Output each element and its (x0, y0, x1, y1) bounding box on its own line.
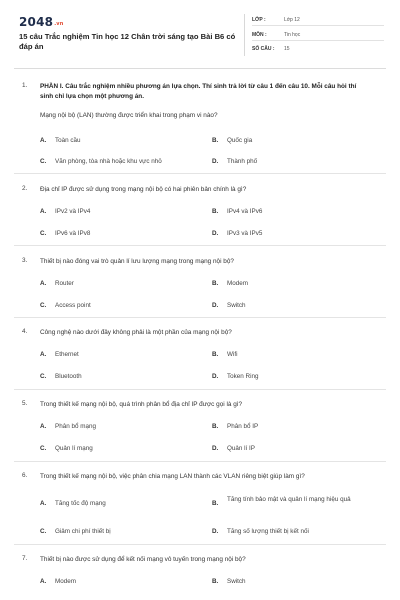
option-label: B. (212, 351, 219, 358)
option-label: C. (40, 373, 47, 380)
question-text: Mạng nội bộ (LAN) thường được triển khai trong phạm vi nào? (40, 112, 218, 119)
option-label: A. (40, 137, 47, 144)
question-number: 4. (22, 328, 28, 335)
question-text: Công nghệ nào dưới đây không phải là một phần của mạng nội bộ? (40, 329, 232, 336)
question-divider (14, 317, 386, 318)
option-text: IPv3 và IPv5 (227, 230, 263, 237)
page-title: 15 câu Trắc nghiệm Tin học 12 Chân trời sáng tạo Bài B6 có đáp án (19, 32, 236, 51)
option-text: Router (55, 280, 74, 287)
option-label: D. (212, 230, 219, 237)
option-label: D. (212, 528, 219, 535)
option-text: Thành phố (227, 158, 258, 165)
option-text: Token Ring (227, 373, 259, 380)
option-label: D. (212, 373, 219, 380)
option-label: B. (212, 280, 219, 287)
option-label: C. (40, 445, 47, 452)
meta-value: Lớp 12 (284, 17, 300, 23)
question-number: 1. (22, 82, 28, 89)
option-label: C. (40, 230, 47, 237)
option-text: Quản lí mạng (55, 445, 93, 452)
site-logo[interactable] (19, 15, 64, 29)
question-number: 5. (22, 400, 28, 407)
section-instruction: PHẦN I. Câu trắc nghiệm nhiều phương án lựa chọn. Thí sinh trả lời từ câu 1 đến câu 10. Mỗi câu hỏi thí sinh chỉ lựa chọn một phương án. (40, 83, 357, 100)
question-divider (14, 173, 386, 174)
question-text: Thiết bị nào đóng vai trò quản lí lưu lượng mạng trong mạng nội bộ? (40, 258, 234, 265)
option-text: IPv4 và IPv6 (227, 208, 263, 215)
option-label: C. (40, 528, 47, 535)
option-text: Phân bổ mạng (55, 423, 96, 430)
option-text: Phân bổ IP (227, 423, 259, 430)
option-label: B. (212, 578, 219, 585)
option-label: A. (40, 578, 47, 585)
option-label: B. (212, 137, 219, 144)
option-text: Giảm chi phí thiết bị (55, 528, 111, 535)
option-text: Bluetooth (55, 373, 82, 380)
question-divider (14, 461, 386, 462)
meta-value: 15 (284, 46, 290, 52)
option-text: Modem (227, 280, 248, 287)
option-label: C. (40, 302, 47, 309)
meta-key: MÔN : (252, 32, 267, 38)
question-number: 7. (22, 555, 28, 562)
option-label: D. (212, 445, 219, 452)
option-label: A. (40, 208, 47, 215)
question-text: Địa chỉ IP được sử dụng trong mạng nội bộ có hai phiên bản chính là gì? (40, 186, 247, 193)
option-text: IPv2 và IPv4 (55, 208, 91, 215)
meta-rule (252, 25, 384, 26)
option-text: Switch (227, 302, 246, 309)
option-label: B. (212, 423, 219, 430)
option-label: B. (212, 500, 219, 507)
option-text: Toàn cầu (55, 137, 81, 144)
option-text: Tăng tính bảo mật và quản lí mạng hiệu quả (227, 496, 351, 503)
option-text: Wifi (227, 351, 238, 358)
option-label: A. (40, 351, 47, 358)
option-text: Tăng số lượng thiết bị kết nối (227, 528, 309, 535)
page-header (0, 0, 400, 70)
option-text: Switch (227, 578, 246, 585)
option-text: Tăng tốc độ mạng (55, 500, 106, 507)
meta-rule (252, 40, 384, 41)
meta-value: Tin học (284, 32, 301, 38)
option-text: Quản lí IP (227, 445, 256, 452)
option-label: B. (212, 208, 219, 215)
meta-key: SỐ CÂU : (252, 46, 275, 52)
question-divider (14, 544, 386, 545)
option-label: D. (212, 158, 219, 165)
logo-sub: .vn (54, 21, 64, 27)
option-label: A. (40, 500, 47, 507)
option-label: D. (212, 302, 219, 309)
option-text: Ethernet (55, 351, 79, 358)
option-text: Quốc gia (227, 137, 253, 144)
meta-key: LỚP : (252, 17, 266, 23)
option-text: IPv6 và IPv8 (55, 230, 91, 237)
question-number: 2. (22, 185, 28, 192)
header-separator (14, 68, 386, 69)
option-text: Modem (55, 578, 76, 585)
option-label: A. (40, 423, 47, 430)
option-text: Access point (55, 302, 91, 309)
question-number: 3. (22, 257, 28, 264)
question-text: Thiết bị nào được sử dụng để kết nối mạng vô tuyến trong mạng nội bộ? (40, 556, 246, 563)
question-divider (14, 245, 386, 246)
question-divider (14, 389, 386, 390)
option-text: Văn phòng, tòa nhà hoặc khu vực nhỏ (55, 158, 162, 165)
question-text: Trong thiết kế mạng nội bộ, việc phân chia mạng LAN thành các VLAN riêng biệt giúp làm gì? (40, 473, 305, 480)
question-number: 6. (22, 472, 28, 479)
header-divider (244, 14, 245, 56)
question-text: Trong thiết kế mạng nội bộ, quá trình phân bổ địa chỉ IP được gọi là gì? (40, 401, 243, 408)
option-label: C. (40, 158, 47, 165)
logo-main: 2048 (19, 15, 54, 29)
option-label: A. (40, 280, 47, 287)
